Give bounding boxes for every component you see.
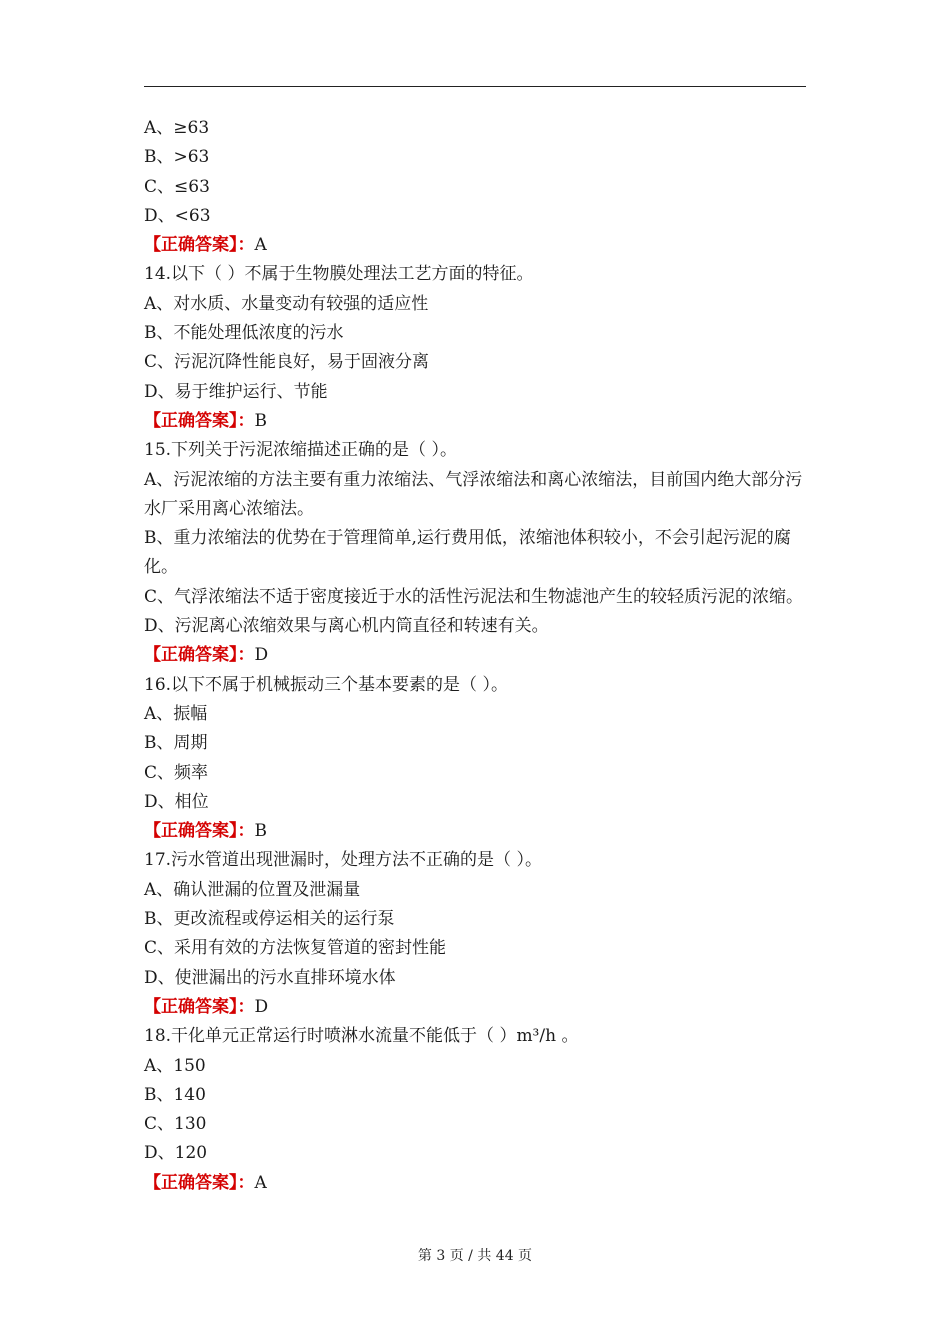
page-footer [0, 1245, 950, 1265]
question-text: 16.以下不属于机械振动三个基本要素的是（ ）。 [144, 674, 508, 695]
question-text: 14.以下（ ）不属于生物膜处理法工艺方面的特征。 [144, 264, 534, 285]
question-text: 17.污水管道出现泄漏时，处理方法不正确的是（ ）。 [144, 850, 542, 871]
answer-value: B [254, 410, 267, 431]
option-a: A、污泥浓缩的方法主要有重力浓缩法、气浮浓缩法和离心浓缩法，目前国内绝大部分污水厂采用离心浓缩法。 [144, 469, 803, 519]
question-text: 18.干化单元正常运行时喷淋水流量不能低于（ ）m³/h 。 [144, 1026, 579, 1047]
option-a: A、对水质、水量变动有较强的适应性 [144, 293, 429, 314]
option-a: A、≥63 [144, 118, 210, 138]
answer-line [144, 817, 809, 846]
option-c: C、污泥沉降性能良好，易于固液分离 [144, 352, 430, 373]
question-14 [144, 260, 809, 436]
question-13 [144, 114, 809, 260]
answer-value: A [254, 1172, 267, 1193]
question-16 [144, 671, 809, 847]
option-d: D、<63 [144, 205, 211, 226]
option-c: C、气浮浓缩法不适于密度接近于水的活性污泥法和生物滤池产生的较轻质污泥的浓缩。 [144, 586, 804, 607]
option-b: B、140 [144, 1084, 206, 1105]
answer-value: D [254, 645, 269, 666]
answer-tag: 【正确答案】： [144, 410, 255, 431]
question-17 [144, 846, 809, 1022]
answer-line [144, 641, 809, 670]
option-c: C、频率 [144, 762, 209, 783]
option-c: C、130 [144, 1114, 207, 1135]
option-b: B、>63 [144, 147, 210, 168]
page-number: 第 3 页 / 共 44 页 [417, 1248, 533, 1264]
question-18 [144, 1022, 809, 1198]
answer-line [144, 1169, 809, 1198]
answer-value: B [254, 821, 267, 842]
option-b: B、更改流程或停运相关的运行泵 [144, 909, 395, 930]
option-b: B、周期 [144, 733, 208, 754]
answer-value: D [254, 996, 269, 1017]
question-text: 15.下列关于污泥浓缩描述正确的是（ ）。 [144, 440, 457, 461]
question-15 [144, 436, 809, 670]
document-body [144, 114, 809, 1198]
answer-tag: 【正确答案】： [144, 996, 255, 1017]
answer-line [144, 407, 809, 436]
option-c: C、采用有效的方法恢复管道的密封性能 [144, 938, 447, 959]
option-d: D、使泄漏出的污水直排环境水体 [144, 967, 396, 988]
answer-tag: 【正确答案】： [144, 645, 255, 666]
option-a: A、150 [144, 1055, 206, 1076]
header-rule [144, 86, 806, 87]
answer-tag: 【正确答案】： [144, 1172, 255, 1193]
answer-tag: 【正确答案】： [144, 821, 255, 842]
option-a: A、振幅 [144, 703, 208, 724]
answer-tag: 【正确答案】： [144, 235, 255, 256]
option-d: D、相位 [144, 791, 209, 812]
option-d: D、120 [144, 1143, 208, 1164]
option-c: C、≤63 [144, 176, 210, 197]
option-b: B、不能处理低浓度的污水 [144, 323, 344, 344]
answer-line [144, 993, 809, 1022]
option-d: D、易于维护运行、节能 [144, 381, 328, 402]
option-b: B、重力浓缩法的优势在于管理简单,运行费用低，浓缩池体积较小，不会引起污泥的腐化。 [144, 528, 791, 578]
answer-value: A [254, 235, 267, 256]
option-d: D、污泥离心浓缩效果与离心机内筒直径和转速有关。 [144, 616, 549, 637]
option-a: A、确认泄漏的位置及泄漏量 [144, 879, 361, 900]
answer-line [144, 231, 809, 260]
